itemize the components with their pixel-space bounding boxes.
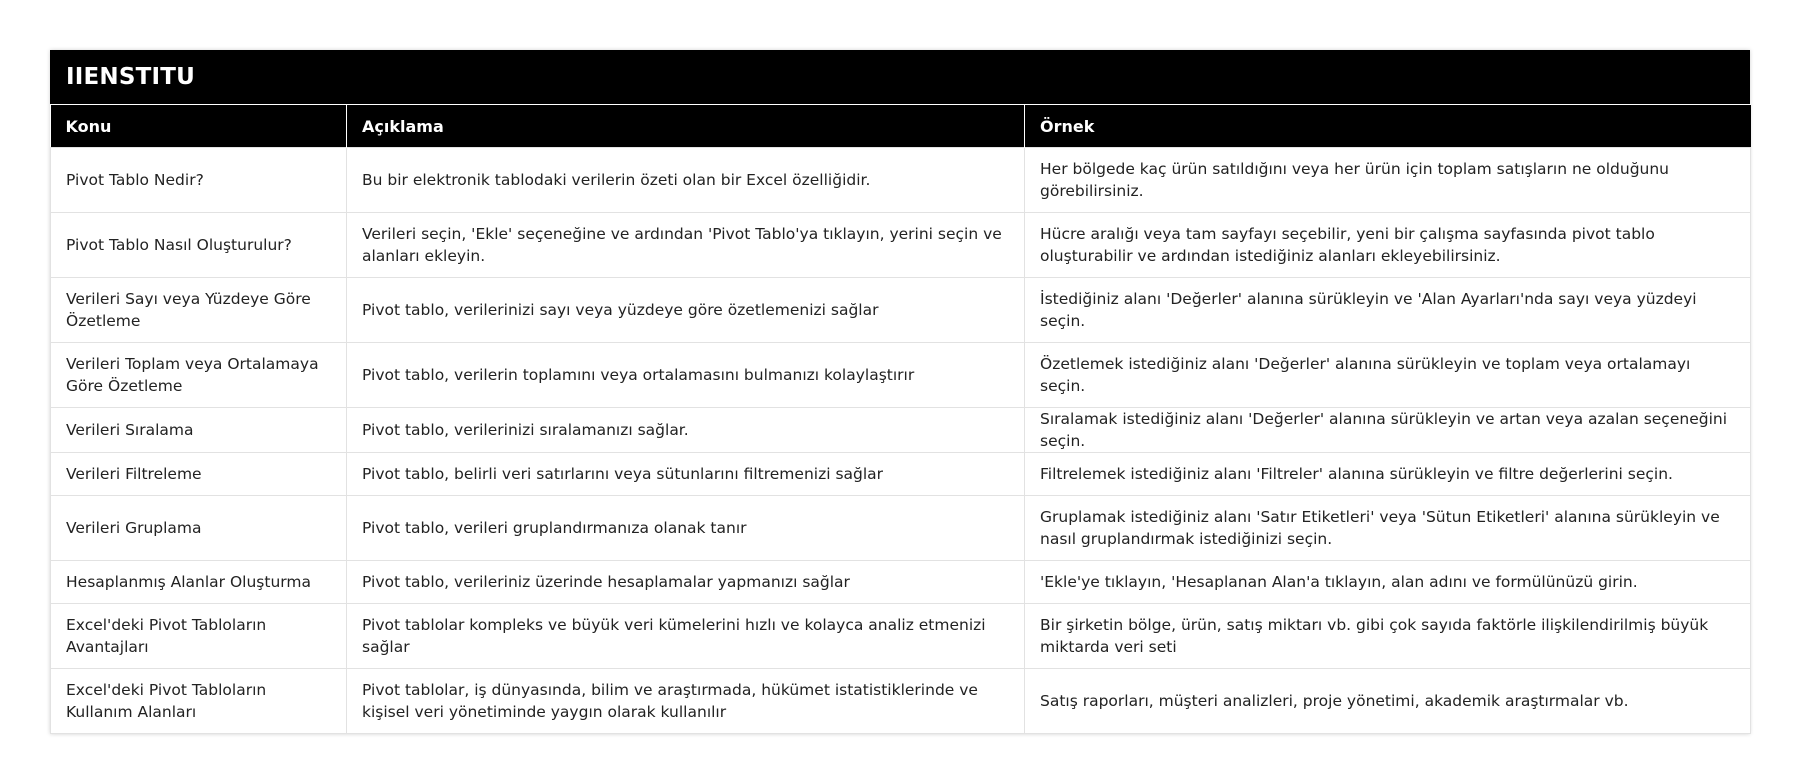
- cell-ornek: 'Ekle'ye tıklayın, 'Hesaplanan Alan'a tıklayın, alan adını ve formülünüzü girin.: [1025, 561, 1751, 604]
- cell-konu: Verileri Filtreleme: [51, 453, 347, 496]
- content-card: [50, 50, 1750, 734]
- cell-konu: Verileri Sıralama: [51, 408, 347, 453]
- cell-konu: Pivot Tablo Nedir?: [51, 148, 347, 213]
- table-title: IIENSTITU: [50, 50, 1750, 104]
- cell-konu: Verileri Gruplama: [51, 496, 347, 561]
- cell-aciklama: Pivot tablo, belirli veri satırlarını veya sütunlarını filtremenizi sağlar: [347, 453, 1025, 496]
- header-ornek: Örnek: [1025, 105, 1751, 148]
- cell-konu: Pivot Tablo Nasıl Oluşturulur?: [51, 213, 347, 278]
- cell-aciklama: Pivot tablo, verileriniz üzerinde hesaplamalar yapmanızı sağlar: [347, 561, 1025, 604]
- header-konu: Konu: [51, 105, 347, 148]
- table-row: [51, 148, 1751, 213]
- cell-ornek: Sıralamak istediğiniz alanı 'Değerler' alanına sürükleyin ve artan veya azalan seçeneğini seçin.: [1025, 408, 1751, 453]
- table-row: [51, 213, 1751, 278]
- table-row: [51, 669, 1751, 734]
- cell-ornek: Satış raporları, müşteri analizleri, proje yönetimi, akademik araştırmalar vb.: [1025, 669, 1751, 734]
- cell-aciklama: Pivot tablo, verilerinizi sayı veya yüzdeye göre özetlemenizi sağlar: [347, 278, 1025, 343]
- cell-aciklama: Verileri seçin, 'Ekle' seçeneğine ve ardından 'Pivot Tablo'ya tıklayın, yerini seçin ve alanları ekleyin.: [347, 213, 1025, 278]
- cell-ornek: Gruplamak istediğiniz alanı 'Satır Etiketleri' veya 'Sütun Etiketleri' alanına sürükleyin ve nasıl gruplandırmak istediğinizi seçin.: [1025, 496, 1751, 561]
- cell-ornek: İstediğiniz alanı 'Değerler' alanına sürükleyin ve 'Alan Ayarları'nda sayı veya yüzdeyi seçin.: [1025, 278, 1751, 343]
- cell-aciklama: Bu bir elektronik tablodaki verilerin özeti olan bir Excel özelliğidir.: [347, 148, 1025, 213]
- table-row: [51, 343, 1751, 408]
- cell-ornek: Hücre aralığı veya tam sayfayı seçebilir, yeni bir çalışma sayfasında pivot tablo oluşturabilir ve ardından istediğiniz alanları ekleyebilirsiniz.: [1025, 213, 1751, 278]
- cell-konu: Hesaplanmış Alanlar Oluşturma: [51, 561, 347, 604]
- cell-konu: Verileri Sayı veya Yüzdeye Göre Özetleme: [51, 278, 347, 343]
- cell-konu: Excel'deki Pivot Tabloların Avantajları: [51, 604, 347, 669]
- cell-ornek: Bir şirketin bölge, ürün, satış miktarı vb. gibi çok sayıda faktörle ilişkilendirilmiş büyük miktarda veri seti: [1025, 604, 1751, 669]
- header-aciklama: Açıklama: [347, 105, 1025, 148]
- table-row: [51, 604, 1751, 669]
- cell-ornek: Özetlemek istediğiniz alanı 'Değerler' alanına sürükleyin ve toplam veya ortalamayı seçin.: [1025, 343, 1751, 408]
- cell-aciklama: Pivot tablo, verilerin toplamını veya ortalamasını bulmanızı kolaylaştırır: [347, 343, 1025, 408]
- table-row: [51, 453, 1751, 496]
- header-row: [51, 105, 1751, 148]
- table-row: [51, 496, 1751, 561]
- cell-aciklama: Pivot tablo, verileri gruplandırmanıza olanak tanır: [347, 496, 1025, 561]
- table-row: [51, 278, 1751, 343]
- cell-aciklama: Pivot tablo, verilerinizi sıralamanızı sağlar.: [347, 408, 1025, 453]
- cell-konu: Excel'deki Pivot Tabloların Kullanım Alanları: [51, 669, 347, 734]
- table-row: [51, 561, 1751, 604]
- cell-konu: Verileri Toplam veya Ortalamaya Göre Özetleme: [51, 343, 347, 408]
- cell-ornek: Her bölgede kaç ürün satıldığını veya her ürün için toplam satışların ne olduğunu görebilirsiniz.: [1025, 148, 1751, 213]
- cell-aciklama: Pivot tablolar, iş dünyasında, bilim ve araştırmada, hükümet istatistiklerinde ve kişisel veri yönetiminde yaygın olarak kullanılır: [347, 669, 1025, 734]
- info-table: [50, 104, 1751, 734]
- cell-ornek: Filtrelemek istediğiniz alanı 'Filtreler' alanına sürükleyin ve filtre değerlerini seçin.: [1025, 453, 1751, 496]
- table-row: [51, 408, 1751, 453]
- cell-aciklama: Pivot tablolar kompleks ve büyük veri kümelerini hızlı ve kolayca analiz etmenizi sağlar: [347, 604, 1025, 669]
